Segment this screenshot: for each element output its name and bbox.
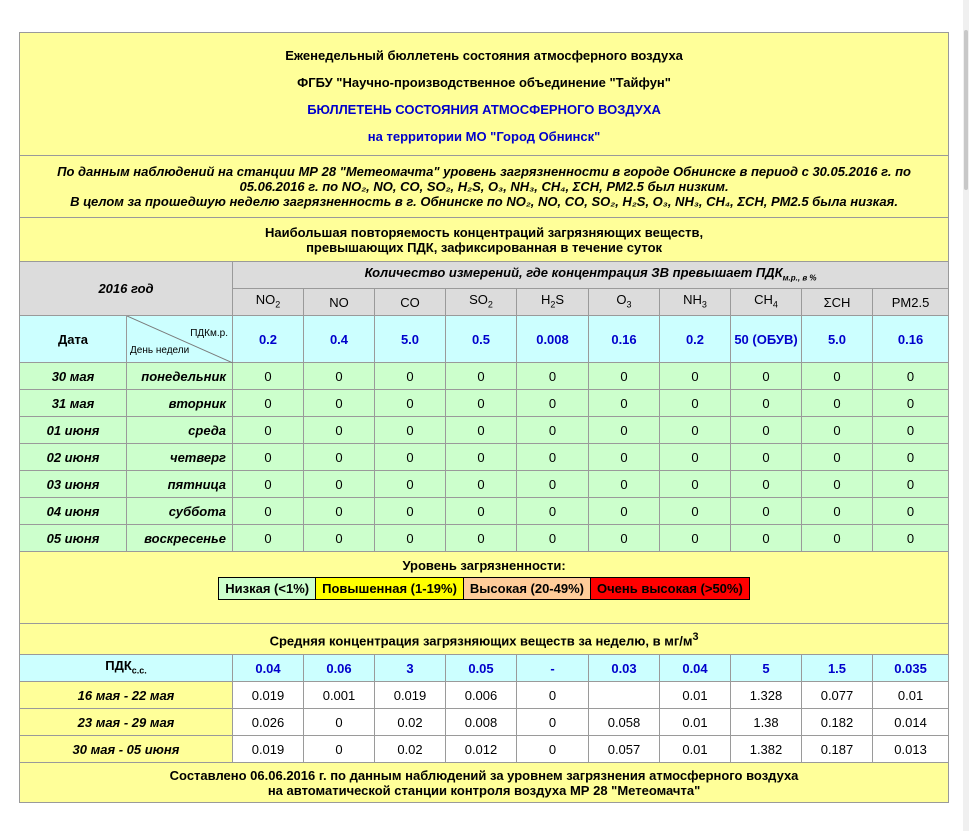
pollutant-subscript: 3 — [701, 299, 707, 310]
day-value: 0 — [731, 390, 802, 417]
week-value: 0.01 — [660, 736, 731, 763]
pdk-ss-value: 0.04 — [660, 655, 731, 682]
day-value: 0 — [375, 417, 446, 444]
week-value: 0 — [304, 736, 375, 763]
pollutant-subscript: 4 — [772, 299, 778, 310]
day-date: 01 июня — [20, 417, 127, 444]
scrollbar-thumb[interactable] — [964, 30, 968, 190]
day-value: 0 — [731, 417, 802, 444]
day-weekday: четверг — [127, 444, 233, 471]
pollutant-subscript: 2 — [487, 299, 493, 310]
day-value: 0 — [660, 390, 731, 417]
week-value: 0.057 — [589, 736, 660, 763]
day-value: 0 — [802, 525, 873, 552]
pdk-ss-value: 0.04 — [233, 655, 304, 682]
day-value: 0 — [731, 498, 802, 525]
pollutant-header — [233, 289, 304, 316]
week-period: 16 мая - 22 мая — [20, 682, 233, 709]
day-value: 0 — [660, 417, 731, 444]
week-value: 0.014 — [873, 709, 949, 736]
day-value: 0 — [304, 498, 375, 525]
pollutant-header — [446, 289, 517, 316]
weekly-title-text: Средняя концентрация загрязняющих веществ за неделю, в мг/м — [269, 633, 693, 649]
bulletin-header — [20, 33, 949, 156]
day-weekday: среда — [127, 417, 233, 444]
day-date: 04 июня — [20, 498, 127, 525]
pollutant-name: SO — [469, 291, 488, 307]
legend-low: Низкая (<1%) — [219, 578, 316, 600]
day-value: 0 — [873, 363, 949, 390]
week-value: 0.012 — [446, 736, 517, 763]
header-line-2: ФГБУ "Научно-производственное объединение "Тайфун" — [297, 75, 671, 90]
pollutant-name: PM2.5 — [891, 294, 930, 310]
diag-label-pdk: ПДКм.р. — [190, 328, 228, 339]
footer-note — [20, 763, 949, 803]
week-value: 0.019 — [233, 682, 304, 709]
week-period: 23 мая - 29 мая — [20, 709, 233, 736]
day-value: 0 — [446, 363, 517, 390]
week-value: 0.006 — [446, 682, 517, 709]
exceed-sub: м.р., в % — [782, 273, 817, 283]
day-value: 0 — [517, 390, 589, 417]
day-weekday: пятница — [127, 471, 233, 498]
pdk-ss-value: 0.03 — [589, 655, 660, 682]
day-value: 0 — [589, 444, 660, 471]
week-value: 0.019 — [375, 682, 446, 709]
pdk-mr-value: 0.4 — [304, 316, 375, 363]
day-value: 0 — [233, 363, 304, 390]
table-row — [20, 390, 949, 417]
day-value: 0 — [589, 390, 660, 417]
pollutant-subscript: 3 — [626, 299, 632, 310]
pdk-ss-label — [20, 655, 233, 682]
week-value: 0 — [517, 736, 589, 763]
pollutant-header — [660, 289, 731, 316]
day-date: 03 июня — [20, 471, 127, 498]
pollutant-name: O — [616, 291, 627, 307]
day-value: 0 — [660, 363, 731, 390]
pollutant-subscript: 2 — [275, 299, 281, 310]
day-value: 0 — [873, 525, 949, 552]
week-value: 1.382 — [731, 736, 802, 763]
pdk-mr-value: 0.16 — [589, 316, 660, 363]
week-period: 30 мая - 05 июня — [20, 736, 233, 763]
diag-label-weekday: День недели — [130, 345, 190, 356]
legend-high: Высокая (20-49%) — [463, 578, 590, 600]
day-value: 0 — [446, 471, 517, 498]
day-value: 0 — [731, 363, 802, 390]
day-value: 0 — [660, 444, 731, 471]
pdk-mr-value: 5.0 — [802, 316, 873, 363]
day-value: 0 — [233, 471, 304, 498]
day-value: 0 — [446, 444, 517, 471]
day-value: 0 — [304, 390, 375, 417]
pdk-ss-value: 0.035 — [873, 655, 949, 682]
day-value: 0 — [375, 471, 446, 498]
day-value: 0 — [375, 444, 446, 471]
day-value: 0 — [873, 390, 949, 417]
day-value: 0 — [873, 417, 949, 444]
day-value: 0 — [233, 498, 304, 525]
table-row — [20, 417, 949, 444]
day-weekday: суббота — [127, 498, 233, 525]
footer-line-1: Составлено 06.06.2016 г. по данным наблюдений за уровнем загрязнения атмосферного воздуха — [169, 767, 799, 783]
table-row — [20, 444, 949, 471]
pollutant-tail: S — [555, 291, 565, 307]
day-value: 0 — [375, 390, 446, 417]
day-value: 0 — [589, 498, 660, 525]
week-value: 0 — [517, 709, 589, 736]
bulletin-table — [19, 32, 949, 803]
day-value: 0 — [304, 471, 375, 498]
pdk-mr-value: 5.0 — [375, 316, 446, 363]
day-value: 0 — [802, 417, 873, 444]
week-value: 0.02 — [375, 736, 446, 763]
day-value: 0 — [375, 363, 446, 390]
day-value: 0 — [304, 525, 375, 552]
recurrence-title — [20, 218, 949, 262]
pollutant-name: NO — [255, 291, 276, 307]
footer-line-2: на автоматической станции контроля воздуха МР 28 "Метеомачта" — [267, 782, 701, 798]
pdk-ss-value: 0.06 — [304, 655, 375, 682]
day-value: 0 — [304, 417, 375, 444]
pollutant-name: CO — [400, 294, 420, 310]
weekly-title-sup: 3 — [692, 630, 699, 643]
pdk-mr-value: 0.2 — [233, 316, 304, 363]
day-value: 0 — [589, 471, 660, 498]
week-value: 0.019 — [233, 736, 304, 763]
week-value: 0.058 — [589, 709, 660, 736]
table-row — [20, 709, 949, 736]
day-value: 0 — [517, 498, 589, 525]
table-row — [20, 682, 949, 709]
pdk-ss-value: 1.5 — [802, 655, 873, 682]
pdk-mr-value: 0.5 — [446, 316, 517, 363]
day-value: 0 — [233, 390, 304, 417]
pollutant-name: H — [540, 291, 551, 307]
day-date: 02 июня — [20, 444, 127, 471]
day-value: 0 — [446, 498, 517, 525]
day-value: 0 — [873, 444, 949, 471]
pollutant-header — [802, 289, 873, 316]
day-value: 0 — [446, 417, 517, 444]
pollutant-subscript: 2 — [550, 299, 556, 310]
pdk-mr-value: 50 (ОБУВ) — [731, 316, 802, 363]
week-value: 0 — [304, 709, 375, 736]
day-value: 0 — [589, 417, 660, 444]
table-row — [20, 363, 949, 390]
pollutant-name: NH — [683, 291, 702, 307]
day-value: 0 — [660, 525, 731, 552]
day-date: 31 мая — [20, 390, 127, 417]
diagonal-header — [127, 316, 233, 363]
week-value: 0.187 — [802, 736, 873, 763]
week-value: 0.01 — [660, 682, 731, 709]
day-weekday: воскресенье — [127, 525, 233, 552]
day-value: 0 — [517, 363, 589, 390]
week-value: 0.077 — [802, 682, 873, 709]
legend-title: Уровень загрязненности: — [402, 558, 566, 573]
summary-p1: По данным наблюдений на станции МР 28 "Метеомачта" уровень загрязненности в городе Обнинске в период с 30.05.2016 г. по 05.06.2016 г. по NO₂, NO, CO, SO₂, H₂S, O₃, NH₃, CH₄, ΣCH, PM2.5 был низким. — [57, 164, 911, 194]
pollutant-name: NO — [329, 294, 349, 310]
summary-p2: В целом за прошедшую неделю загрязненность в г. Обнинске по NO₂, NO, CO, SO₂, H₂S, O₃, NH₃, CH₄, ΣCH, PM2.5 была низкая. — [70, 194, 898, 209]
table-row — [20, 471, 949, 498]
recurrence-title-line-1: Наибольшая повторяемость концентраций загрязняющих веществ, — [265, 224, 704, 240]
header-line-3: БЮЛЛЕТЕНЬ СОСТОЯНИЯ АТМОСФЕРНОГО ВОЗДУХА — [307, 102, 661, 117]
week-value: 0 — [517, 682, 589, 709]
exceed-main: Количество измерений, где концентрация ЗВ превышает ПДК — [364, 264, 783, 280]
week-value: 0.001 — [304, 682, 375, 709]
legend-elevated: Повышенная (1-19%) — [316, 578, 464, 600]
week-value: 0.008 — [446, 709, 517, 736]
day-value: 0 — [802, 363, 873, 390]
week-value: 1.38 — [731, 709, 802, 736]
pollutant-header — [517, 289, 589, 316]
pollutant-header — [873, 289, 949, 316]
pdk-ss-value: - — [517, 655, 589, 682]
day-value: 0 — [517, 444, 589, 471]
day-value: 0 — [233, 444, 304, 471]
day-value: 0 — [802, 444, 873, 471]
exceed-header — [233, 262, 949, 289]
table-row — [20, 498, 949, 525]
pdk-mr-value: 0.008 — [517, 316, 589, 363]
table-row — [20, 525, 949, 552]
week-value: 1.328 — [731, 682, 802, 709]
day-value: 0 — [873, 498, 949, 525]
day-value: 0 — [375, 525, 446, 552]
week-value: 0.182 — [802, 709, 873, 736]
day-value: 0 — [802, 498, 873, 525]
day-value: 0 — [731, 471, 802, 498]
year-label: 2016 год — [20, 262, 233, 316]
day-value: 0 — [660, 498, 731, 525]
day-value: 0 — [589, 363, 660, 390]
day-weekday: понедельник — [127, 363, 233, 390]
week-value: 0.01 — [873, 682, 949, 709]
pdk-ss-label-sub: с.с. — [131, 665, 147, 676]
pollutant-name: ΣCH — [823, 294, 851, 310]
pollutant-header — [304, 289, 375, 316]
day-value: 0 — [517, 417, 589, 444]
day-value: 0 — [873, 471, 949, 498]
header-line-4: на территории МО "Город Обнинск" — [367, 129, 601, 144]
legend-block — [20, 552, 949, 624]
date-label: Дата — [20, 316, 127, 363]
day-value: 0 — [304, 444, 375, 471]
day-value: 0 — [517, 525, 589, 552]
day-value: 0 — [304, 363, 375, 390]
day-date: 05 июня — [20, 525, 127, 552]
day-value: 0 — [802, 471, 873, 498]
summary-text — [20, 156, 949, 218]
pdk-ss-label-text: ПДК — [105, 657, 132, 673]
day-value: 0 — [233, 525, 304, 552]
day-value: 0 — [375, 498, 446, 525]
week-value: 0.013 — [873, 736, 949, 763]
day-value: 0 — [517, 471, 589, 498]
pollutant-header — [589, 289, 660, 316]
pollutant-header — [731, 289, 802, 316]
pdk-ss-value: 3 — [375, 655, 446, 682]
day-value: 0 — [446, 390, 517, 417]
week-value — [589, 682, 660, 709]
table-row — [20, 736, 949, 763]
pdk-mr-value: 0.2 — [660, 316, 731, 363]
legend-table — [218, 577, 750, 600]
day-value: 0 — [802, 390, 873, 417]
day-value: 0 — [731, 525, 802, 552]
pdk-ss-value: 5 — [731, 655, 802, 682]
day-value: 0 — [660, 471, 731, 498]
legend-very-high: Очень высокая (>50%) — [590, 578, 749, 600]
day-value: 0 — [446, 525, 517, 552]
pdk-mr-value: 0.16 — [873, 316, 949, 363]
week-value: 0.02 — [375, 709, 446, 736]
week-value: 0.026 — [233, 709, 304, 736]
pollutant-name: CH — [754, 291, 773, 307]
day-value: 0 — [589, 525, 660, 552]
day-value: 0 — [731, 444, 802, 471]
day-date: 30 мая — [20, 363, 127, 390]
pdk-ss-value: 0.05 — [446, 655, 517, 682]
day-weekday: вторник — [127, 390, 233, 417]
pollutant-header — [375, 289, 446, 316]
recurrence-title-line-2: превышающих ПДК, зафиксированная в течение суток — [306, 239, 663, 255]
header-line-1: Еженедельный бюллетень состояния атмосферного воздуха — [285, 48, 683, 63]
day-value: 0 — [233, 417, 304, 444]
week-value: 0.01 — [660, 709, 731, 736]
weekly-title — [20, 624, 949, 655]
